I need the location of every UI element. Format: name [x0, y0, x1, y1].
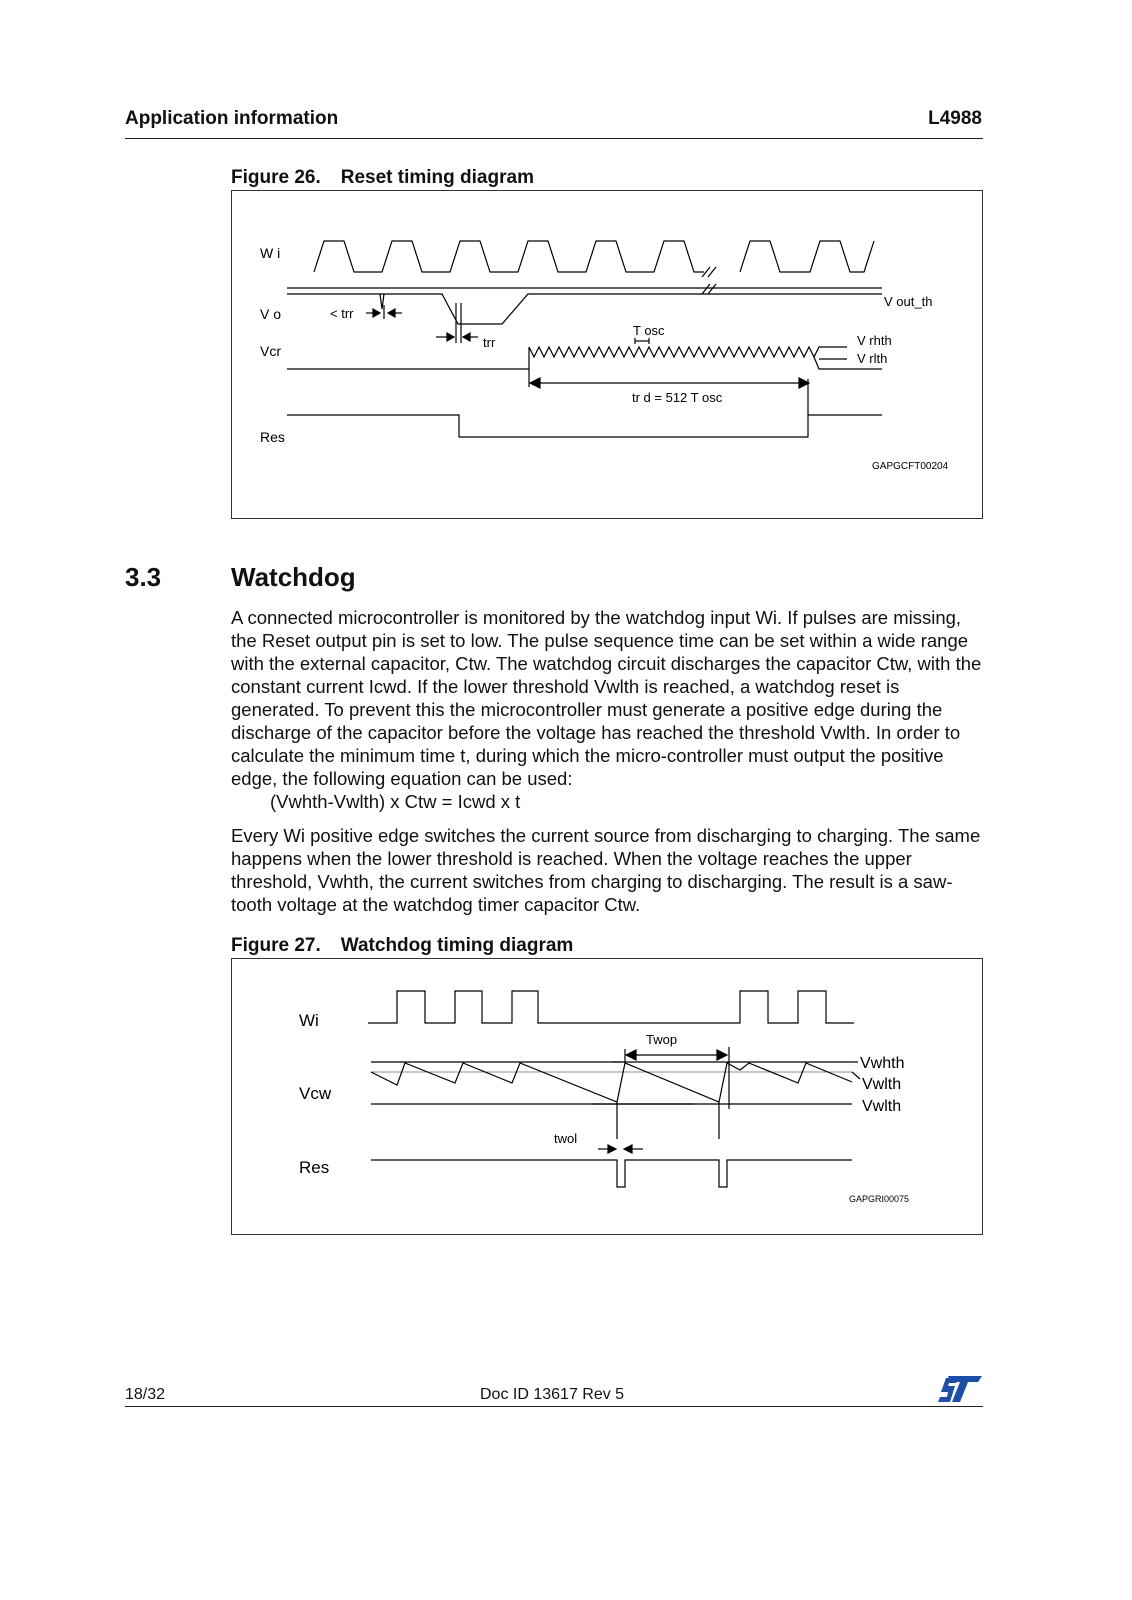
footer-rule [125, 1406, 983, 1407]
signal-label-res: Res [260, 429, 285, 445]
figure-26-diagram [231, 190, 983, 519]
twol-arrows [598, 1145, 643, 1153]
vwlth-leader [852, 1072, 860, 1079]
section-title: Watchdog [231, 562, 356, 592]
vo-waveform [287, 294, 882, 324]
signal-label-vcr: Vcr [260, 343, 281, 359]
footer-page-number: 18/32 [125, 1386, 166, 1403]
annotation-vwlth-2: Vwlth [862, 1098, 902, 1115]
tosc-mark [635, 338, 649, 344]
res-waveform [371, 1160, 852, 1187]
trr-lt-arrows [366, 305, 402, 319]
figure-26-code: GAPGCFT00204 [872, 461, 949, 472]
watchdog-paragraph-2: Every Wi positive edge switches the current source from discharging to charging. The same happens when the lower threshold is reached. When the voltage reaches the upper threshold, Vwhth, the current switches from charging to discharging. The result is a saw-tooth voltage at the watchdog timer capacitor Ctw. [231, 825, 981, 915]
st-logo-icon [938, 1374, 982, 1404]
annotation-vwhth: Vwhth [860, 1055, 905, 1072]
signal-label-res: Res [299, 1158, 330, 1177]
figure-27-title: Watchdog timing diagram [340, 935, 574, 956]
header-doc-name: L4988 [928, 108, 982, 129]
annotation-trd: tr d = 512 T osc [632, 390, 723, 405]
annotation-vrlth: V rlth [857, 351, 888, 366]
annotation-vwlth-1: Vwlth [862, 1076, 902, 1093]
annotation-twop: Twop [646, 1032, 678, 1047]
wi-waveform [368, 991, 854, 1023]
twop-arrow [625, 1049, 727, 1063]
figure-26-caption [231, 167, 534, 189]
annotation-twol: twol [554, 1131, 578, 1146]
signal-label-wi: W i [260, 245, 281, 261]
signal-label-vo: V o [260, 306, 282, 322]
figure-27-code: GAPGRI00075 [849, 1194, 910, 1204]
break-mark-vo [702, 284, 716, 294]
signal-label-wi: Wi [299, 1011, 319, 1030]
section-number: 3.3 [125, 562, 162, 592]
figure-26-label: Figure 26. [231, 167, 321, 188]
annotation-trr-lt: < trr [330, 306, 354, 321]
watchdog-paragraph-1: A connected microcontroller is monitored by the watchdog input Wi. If pulses are missing, the Reset output pin is set to low. The pulse sequence time can be set within a wide range with the external capacitor, Ctw. The watchdog circuit discharges the capacitor Ctw, with the constant current Icwd. If the lower threshold Vwlth is reached, a watchdog reset is generated. To prevent this the microcontroller must generate a positive edge during the discharge of the capacitor before the voltage has reached the threshold Vwlth. In order to calculate the minimum time t, during which the micro-controller must output the positive edge, the following equation can be used: [231, 607, 982, 789]
vcr-sawtooth [529, 347, 984, 369]
figure-27-diagram [231, 958, 983, 1235]
header-section-title: Application information [125, 108, 339, 129]
figure-27-label: Figure 27. [231, 935, 321, 956]
figure-27-caption [231, 935, 573, 957]
annotation-trr: trr [483, 335, 496, 350]
wi-waveform [314, 241, 704, 272]
header-rule [125, 138, 983, 139]
annotation-tosc: T osc [633, 323, 665, 338]
annotation-vrhth: V rhth [857, 333, 892, 348]
res-waveform [287, 415, 882, 437]
signal-label-vcw: Vcw [299, 1084, 332, 1103]
annotation-vout-th: V out_th [884, 294, 933, 309]
figure-26-title: Reset timing diagram [340, 167, 534, 188]
footer-doc-id: Doc ID 13617 Rev 5 [480, 1386, 625, 1403]
watchdog-equation: (Vwhth-Vwlth) x Ctw = Icwd x t [270, 791, 521, 812]
wi-waveform-after-break [740, 241, 874, 272]
vcw-waveform [371, 1063, 852, 1102]
break-mark-wi [702, 267, 716, 277]
